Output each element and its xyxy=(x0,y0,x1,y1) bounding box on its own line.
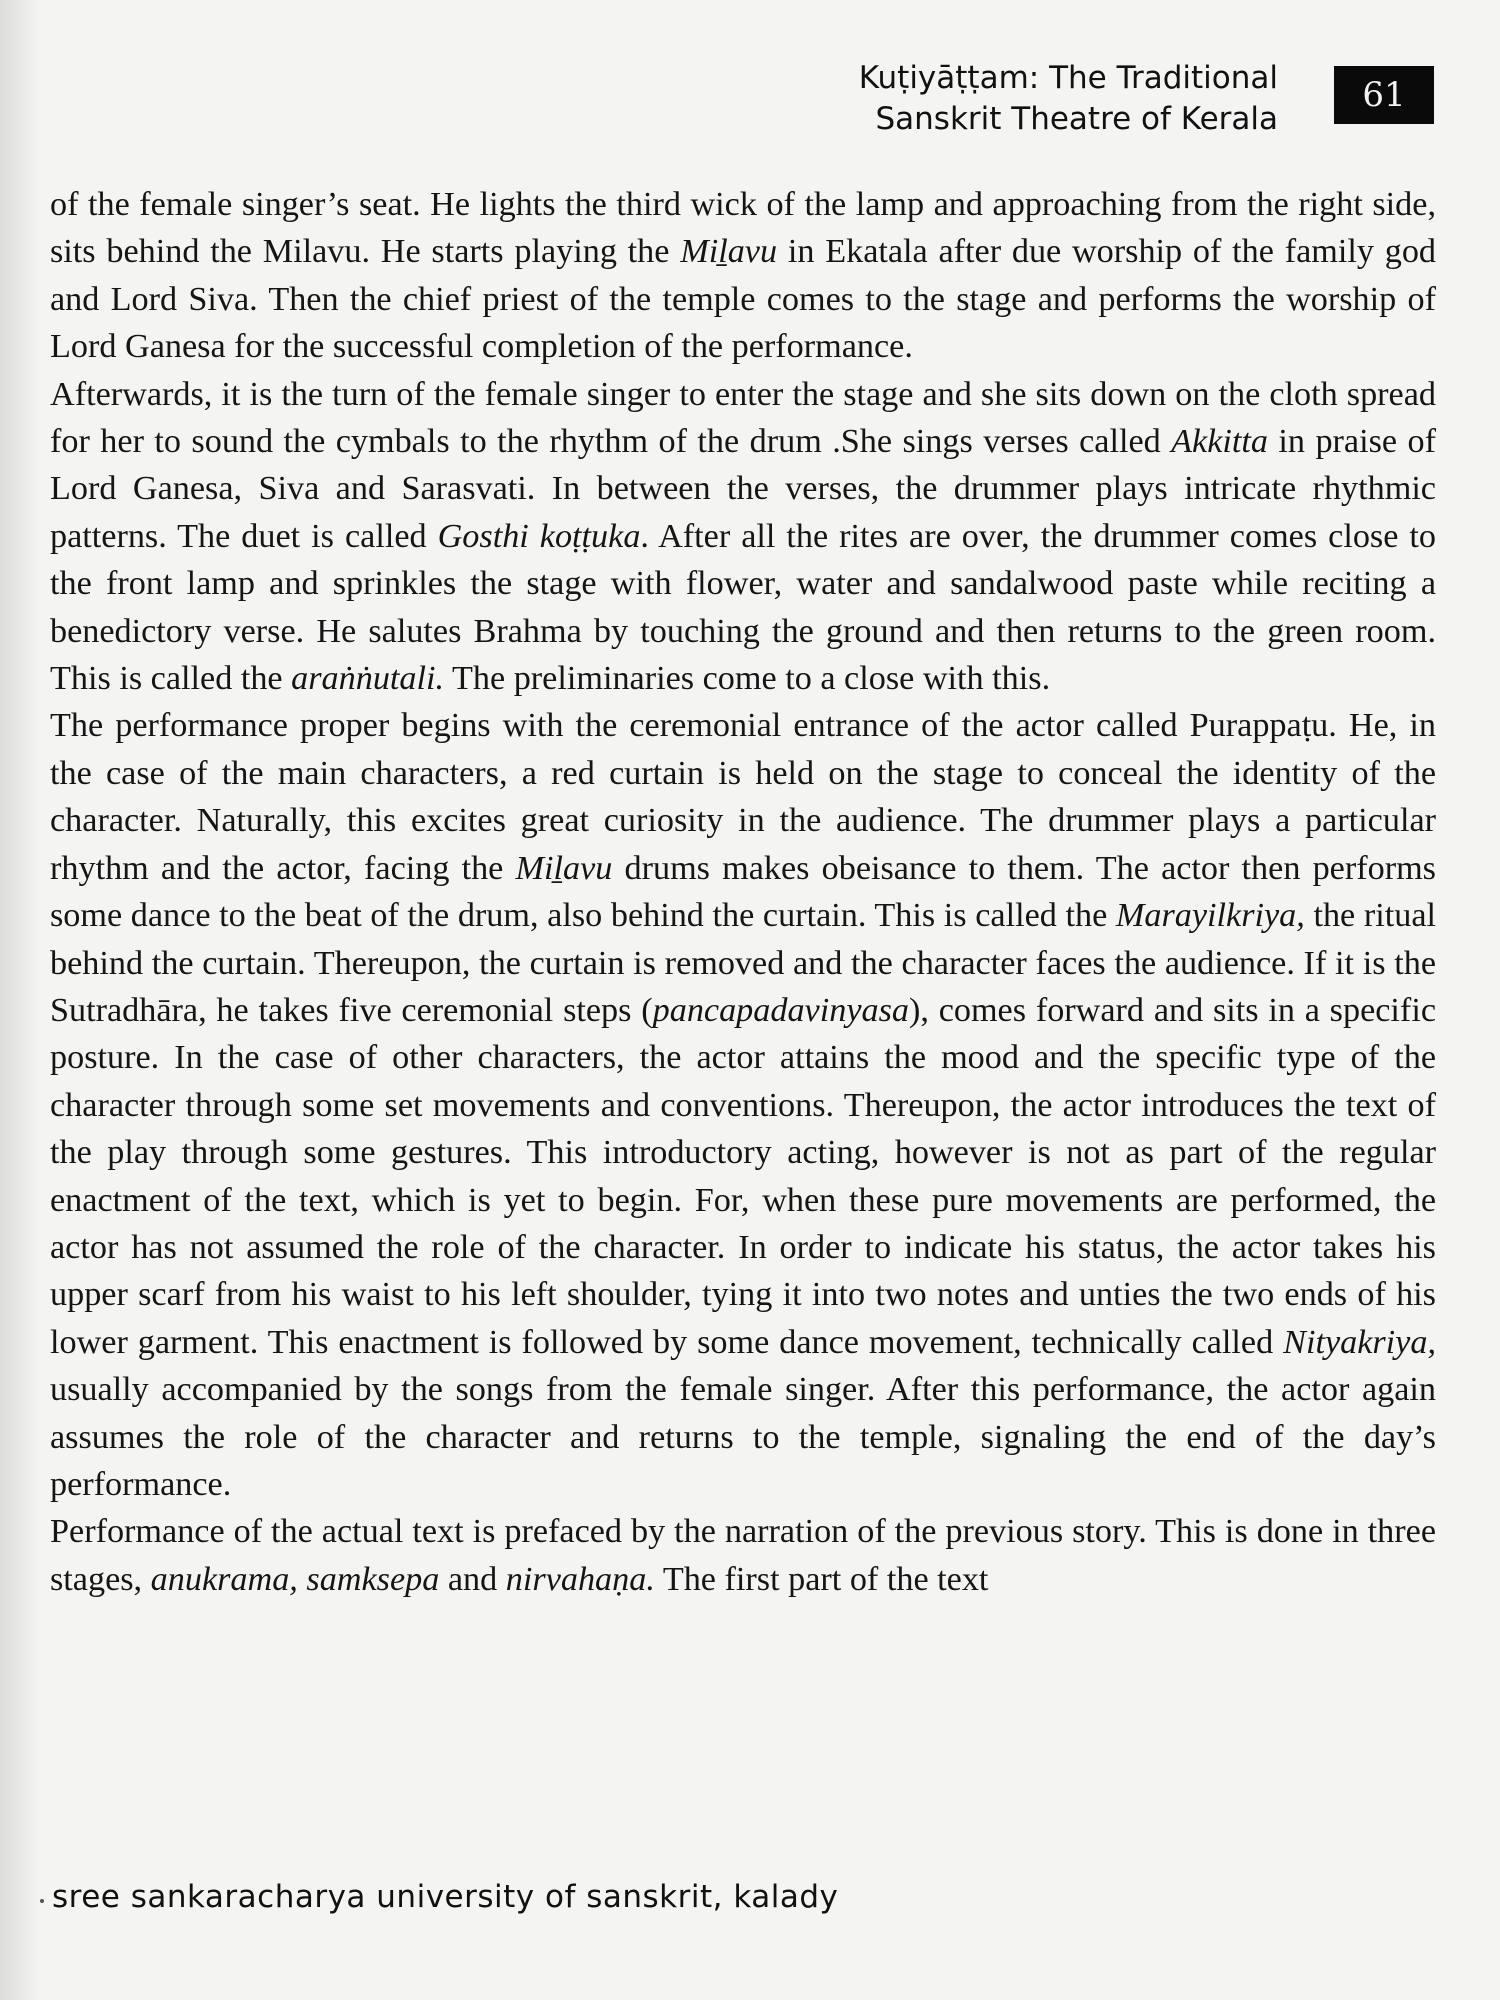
text-run: usually accompanied by the songs from the female singer. After this performance, the actor again assumes the role of the character and returns to the temple, signaling the end of the day’s performance. xyxy=(50,1371,1436,1503)
paragraph xyxy=(50,1508,1436,1603)
italic-term: Miḻavu xyxy=(515,849,613,887)
text-run: Afterwards, it is the turn of the female singer to enter the stage and she sits down on the cloth spread for her to sound the cymbals to the rhythm of the drum .She sings verses called xyxy=(50,375,1436,461)
text-run: The first part of the text xyxy=(654,1560,989,1598)
paragraph xyxy=(50,702,1436,1508)
footer-bullet xyxy=(40,1899,44,1903)
italic-term: anukrama, samksepa xyxy=(150,1560,440,1598)
text-run: the ritual behind the curtain. Thereupon, the curtain is removed and the character faces the audience. If it is the Sutradhāra, he takes five ceremonial steps ( xyxy=(50,897,1436,1029)
italic-term: Nityakriya, xyxy=(1283,1323,1436,1361)
page-number: 61 xyxy=(1334,66,1434,124)
page-footer: sree sankaracharya university of sanskrit, kalady xyxy=(52,1879,839,1915)
text-run: The preliminaries come to a close with this. xyxy=(444,660,1051,698)
text-run: and xyxy=(439,1560,506,1598)
italic-term: Marayilkriya, xyxy=(1115,897,1305,935)
running-title-line-2: Sanskrit Theatre of Kerala xyxy=(875,101,1278,137)
text-run: of the female singer’s seat. He lights the third wick of the lamp and approaching from the right side, sits behind the Milavu. He starts playing the xyxy=(50,186,1436,271)
italic-term: nirvahaṇa. xyxy=(505,1560,655,1598)
text-run: Performance of the actual text is prefaced by the narration of the previous story. This is done in three stages, xyxy=(50,1513,1436,1598)
italic-term: Akkitta xyxy=(1171,423,1268,461)
text-run: . After all the rites are over, the drummer comes close to the front lamp and sprinkles the stage with flower, water and sandalwood paste while reciting a benedictory verse. He salutes Brahma by touching the ground and then returns to the green room. This is called the xyxy=(50,517,1436,698)
italic-term: Gosthi koṭṭuka xyxy=(437,517,641,555)
text-run: The performance proper begins with the ceremonial entrance of the actor called Purappaṭu. He, in the case of the main characters, a red curtain is held on the stage to conceal the identity of the character. Naturally, this excites great curiosity in the audience. The drummer plays a particular rhythm and the actor, facing the xyxy=(50,707,1436,887)
body-text xyxy=(50,181,1436,1603)
running-title xyxy=(859,58,1278,140)
italic-term: pancapadavinyasa xyxy=(652,991,909,1029)
page-edge-shadow xyxy=(0,0,40,2000)
text-run: in Ekatala after due worship of the family god and Lord Siva. Then the chief priest of the temple comes to the stage and performs the worship of Lord Ganesa for the successful completion of the performance. xyxy=(50,233,1437,366)
text-run: in praise of Lord Ganesa, Siva and Sarasvati. In between the verses, the drummer plays intricate rhythmic patterns. The duet is called xyxy=(50,423,1436,555)
paragraph xyxy=(50,181,1436,371)
page-header xyxy=(0,58,1500,148)
text-run: ), comes forward and sits in a specific posture. In the case of other characters, the actor attains the mood and the specific type of the character through some set movements and conventions. Thereupon, the actor introduces the text of the play through some gestures. This introductory acting, however is not as part of the regular enactment of the text, which is yet to begin. For, when these pure movements are performed, the actor has not assumed the role of the character. In order to indicate his status, the actor takes his upper scarf from his waist to his left shoulder, tying it into two notes and unties the two ends of his lower garment. This enactment is followed by some dance movement, technically called xyxy=(50,991,1436,1361)
italic-term: Miḻavu xyxy=(680,233,778,271)
text-run: drums makes obeisance to them. The actor then performs some dance to the beat of the drum, also behind the curtain. This is called the xyxy=(50,849,1436,935)
running-title-line-1: Kuṭiyāṭṭam: The Traditional xyxy=(858,60,1278,96)
italic-term: araṅṅutali. xyxy=(291,660,445,698)
paragraph xyxy=(50,371,1436,703)
